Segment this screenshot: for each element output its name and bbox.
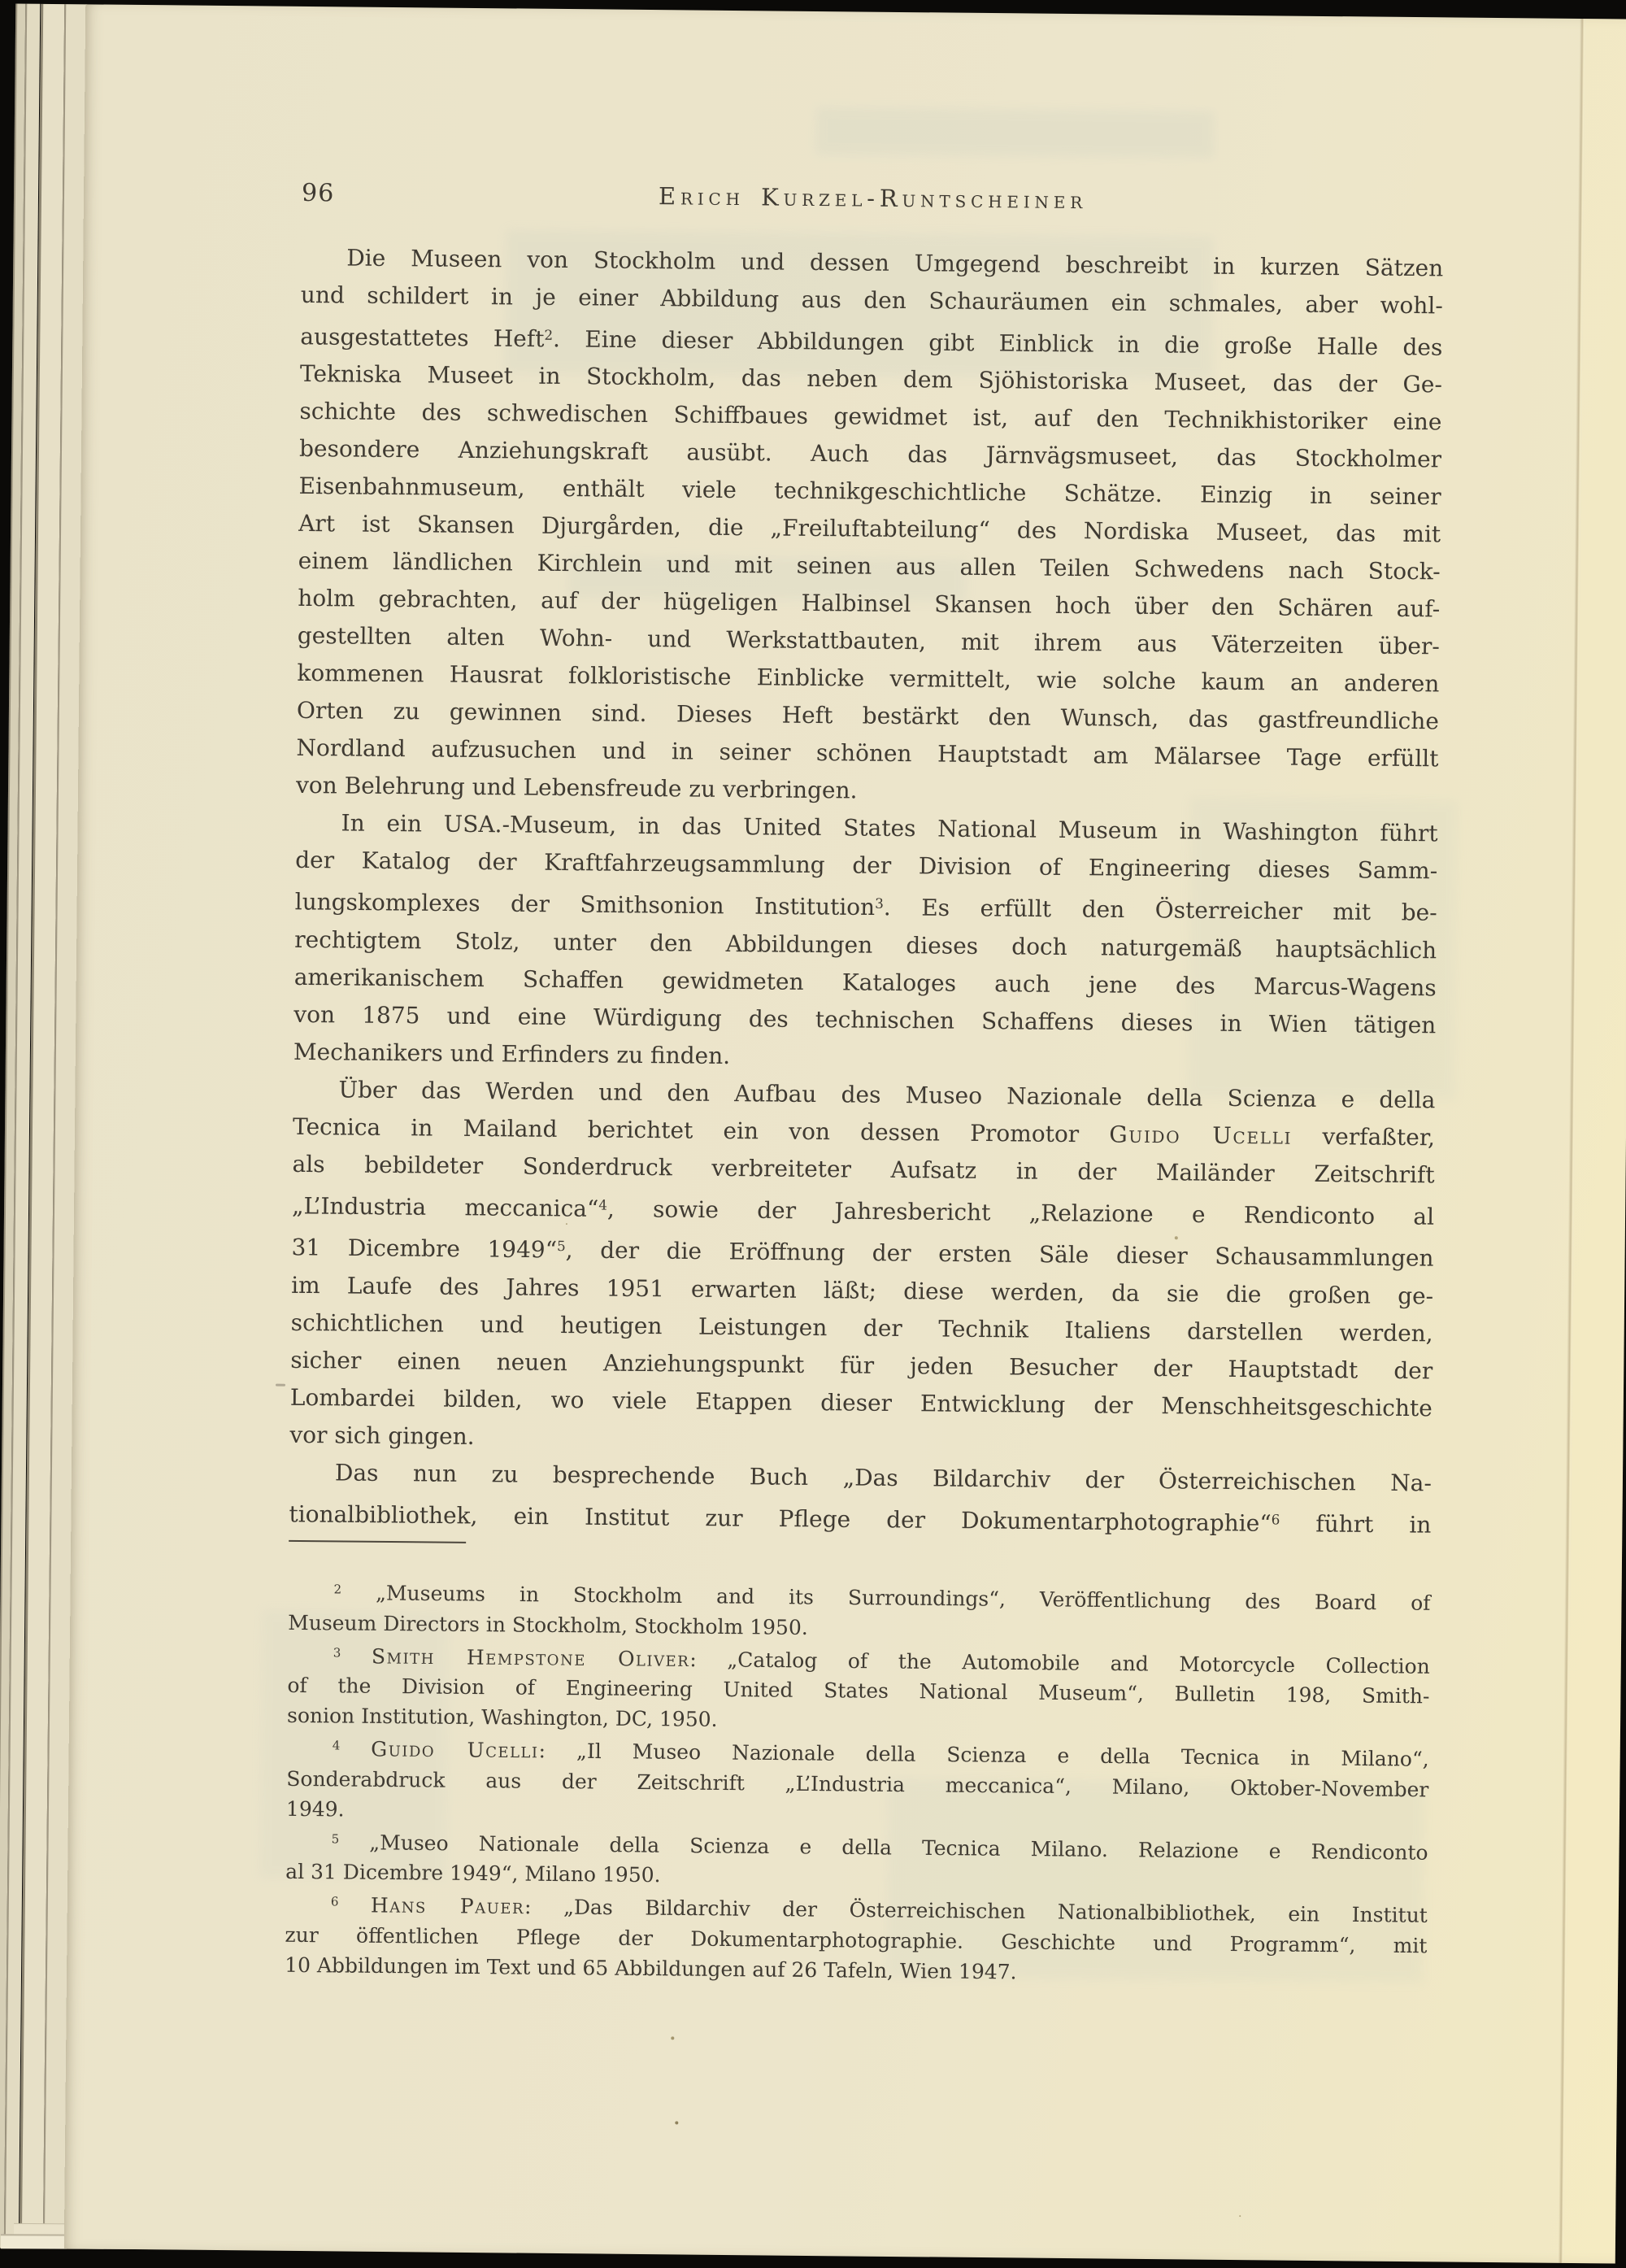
text-line: von Belehrung und Lebensfreude zu verbringen. (295, 772, 858, 804)
text-line: $^5$ „Museo Nationale della Scienza e della Tecnica Milano. Relazione e Rendiconto (331, 1830, 1428, 1865)
footnotes (285, 1574, 1431, 1991)
text-line: 31 Dicembre 1949“$^5$, der die Eröffnung der ersten Säle dieser Schausammlungen (291, 1234, 1434, 1272)
text-line: Mechanikers und Erfinders zu finden. (293, 1038, 731, 1069)
page-number: 96 (301, 178, 335, 208)
paragraph (289, 1071, 1435, 1465)
page-gutter-crease (1559, 19, 1585, 2263)
text-line: Das nun zu besprechende Buch „Das Bildarchiv der Österreichischen Na- (334, 1458, 1433, 1496)
text-line: amerikanischem Schaffen gewidmeten Kataloges auch jene des Marcus-Wagens (293, 963, 1437, 1002)
text-line: schichte des schwedischen Schiffbaues gewidmet ist, auf den Technikhistoriker eine (299, 398, 1442, 436)
margin-pencil-mark (276, 1384, 285, 1386)
text-line: of the Division of Engineering United States National Museum“, Bulletin 198, Smith- (287, 1673, 1430, 1709)
text-line: „L’Industria meccanica“$^4$, sowie der Jahresbericht „Relazione e Rendiconto al (291, 1192, 1435, 1230)
footnote (288, 1574, 1431, 1648)
text-line: lungskomplexes der Smithsonion Institution$^3$. Es erfüllt den Österreicher mit be- (294, 888, 1437, 927)
text-line: $^6$ Hans Pauer: „Das Bildarchiv der Österreichischen Nationalbibliothek, ein Institut (330, 1893, 1428, 1927)
text-line: besondere Anziehungskraft ausübt. Auch das Järnvägsmuseet, das Stockholmer (298, 435, 1442, 473)
text-line: zur öffentlichen Pflege der Dokumentarphotographie. Geschichte und Programm“, mit (285, 1922, 1428, 1957)
text-line: rechtigtem Stolz, unter den Abbildungen dieses doch naturgemäß hauptsächlich (294, 925, 1437, 964)
text-line: al 31 Dicembre 1949“, Milano 1950. (285, 1859, 661, 1887)
text-line: sicher einen neuen Anziehungspunkt für jeden Besucher der Hauptstadt der (290, 1346, 1433, 1384)
paragraph (293, 804, 1438, 1082)
footnote (287, 1637, 1430, 1741)
page-header (302, 179, 1444, 222)
footnote-separator-rule (289, 1540, 466, 1543)
text-line: Art ist Skansen Djurgården, die „Freiluftabteilung“ des Nordiska Museet, das mit (298, 510, 1441, 548)
text-line: $^2$ „Museums in Stockholm and its Surroundings“, Veröffentlichung des Board of (333, 1580, 1431, 1615)
text-line: Über das Werden und den Aufbau des Museo Nazionale della Scienza e della (338, 1076, 1436, 1114)
text-line: von 1875 und eine Würdigung des technischen Schaffens dieses in Wien tätigen (293, 1000, 1437, 1039)
text-line: sonion Institution, Washington, DC, 1950. (286, 1703, 718, 1731)
text-line: schichtlichen und heutigen Leistungen der Technik Italiens darstellen werden, (290, 1308, 1433, 1347)
text-line: 1949. (285, 1796, 345, 1822)
dust-specks (671, 2036, 674, 2039)
text-line: tionalbibliothek, ein Institut zur Pflege der Dokumentarphotographie“$^6$ führt in (289, 1500, 1432, 1539)
book-page (64, 4, 1626, 2263)
text-line: 10 Abbildungen im Text und 65 Abbildungen auf 26 Tafeln, Wien 1947. (285, 1952, 1017, 1983)
text-line: holm gebrachten, auf der hügeligen Halbinsel Skansen hoch über den Schären auf- (298, 585, 1441, 623)
text-line: Tekniska Museet in Stockholm, das neben dem Sjöhistoriska Museet, das der Ge- (299, 360, 1443, 398)
footnote (286, 1730, 1429, 1835)
text-line: $^4$ Guido Ucelli: „Il Museo Nazionale della Scienza e della Tecnica in Milano“, (332, 1737, 1429, 1771)
text-line: Nordland aufzusuchen und in seiner schönen Hauptstadt am Mälarsee Tage erfüllt (296, 734, 1439, 773)
showthrough-ghost (816, 107, 1215, 159)
text-line: Museum Directors in Stockholm, Stockholm 1950. (288, 1610, 808, 1639)
text-line: Lombardei bilden, wo viele Etappen dieser Entwicklung der Menschheitsgeschichte (289, 1383, 1433, 1421)
text-line: im Laufe des Jahres 1951 erwarten läßt; diese werden, da sie die großen ge- (291, 1271, 1434, 1309)
paragraph (289, 1453, 1432, 1543)
running-header: Erich Kurzel-Runtscheiner (658, 182, 1088, 215)
text-line: als bebildeter Sonderdruck verbreiteter Aufsatz in der Mailänder Zeitschrift (292, 1150, 1435, 1189)
text-line: der Katalog der Kraftfahrzeugsammlung der Division of Engineering dieses Samm- (295, 847, 1438, 885)
text-line: $^3$ Smith Hempstone Oliver: „Catalog of the Automobile and Motorcycle Collection (333, 1643, 1430, 1678)
footnote (285, 1887, 1428, 1991)
text-line: Eisenbahnmuseum, enthält viele technikgeschichtliche Schätze. Einzig in seiner (298, 472, 1441, 511)
text-line: Tecnica in Mailand berichtet ein von dessen Promotor Guido Ucelli verfaßter, (292, 1112, 1436, 1151)
text-line: In ein USA.-Museum, in das United States National Museum in Washington führt (341, 809, 1438, 847)
text-line: und schildert in je einer Abbildung aus den Schauräumen ein schmales, aber wohl- (300, 281, 1443, 320)
text-line: kommenen Hausrat folkloristische Einblicke vermittelt, wie solche kaum an anderen (297, 660, 1440, 698)
text-line: Die Museen von Stockholm und dessen Umgegend beschreibt in kurzen Sätzen (346, 244, 1444, 282)
paragraph (296, 239, 1444, 816)
text-line: ausgestattetes Heft$^2$. Eine dieser Abbildungen gibt Einblick in die große Halle des (300, 323, 1443, 361)
scanned-book-spread (0, 3, 1626, 2263)
text-line: vor sich gingen. (289, 1421, 475, 1450)
text-line: gestellten alten Wohn- und Werkstattbauten, mit ihrem aus Väterzeiten über- (297, 622, 1440, 660)
text-line: Sonderabdruck aus der Zeitschrift „L’Industria meccanica“, Milano, Oktober-November (286, 1766, 1429, 1801)
body-text (289, 239, 1443, 1543)
footnote (285, 1823, 1428, 1897)
text-line: einem ländlichen Kirchlein und mit seinen aus allen Teilen Schwedens nach Stock- (298, 547, 1441, 586)
text-line: Orten zu gewinnen sind. Dieses Heft bestärkt den Wunsch, das gastfreundliche (296, 697, 1440, 735)
